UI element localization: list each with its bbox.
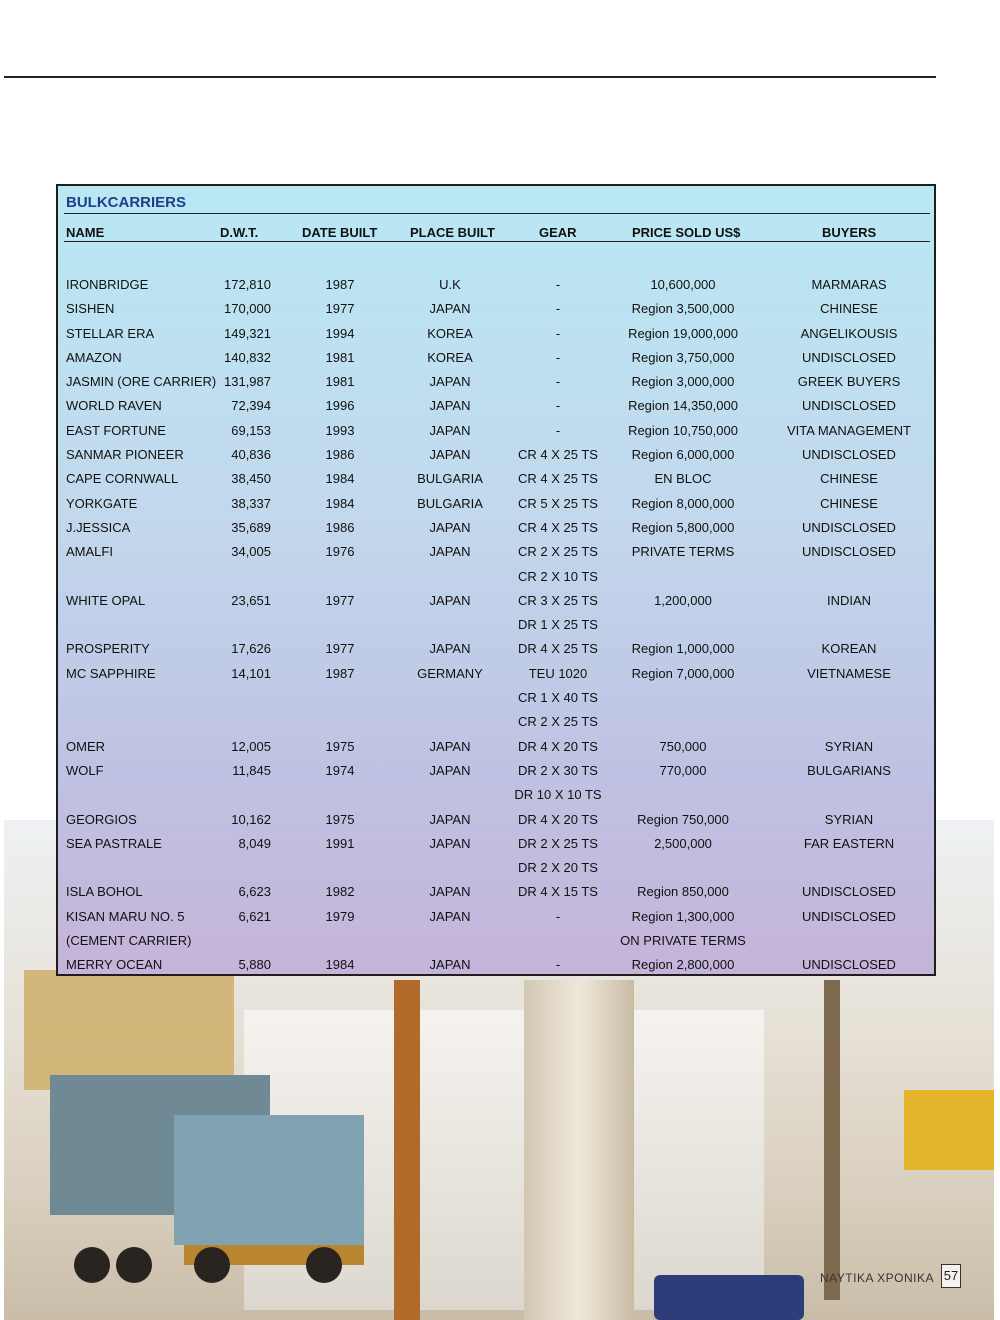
header-place-built: PLACE BUILT: [410, 225, 495, 240]
section-title: BULKCARRIERS: [66, 194, 186, 211]
cell-name: YORKGATE: [66, 495, 138, 511]
cell-gear: CR 2 X 10 TS: [518, 568, 598, 584]
cell-place: JAPAN: [429, 957, 471, 973]
table-row: [58, 323, 934, 347]
cell-price: 1,200,000: [654, 592, 712, 608]
truck-cab: [174, 1115, 364, 1245]
cell-gear: CR 4 X 25 TS: [518, 447, 598, 463]
cell-place: JAPAN: [429, 398, 471, 414]
cell-date: 1984: [325, 471, 355, 487]
cell-price: Region 7,000,000: [631, 665, 735, 681]
cell-gear: CR 1 X 40 TS: [518, 690, 598, 706]
cell-dwt: 72,394: [231, 398, 271, 414]
cell-date: 1979: [325, 908, 355, 924]
cell-date: 1986: [325, 519, 355, 535]
cell-buyer: UNDISCLOSED: [802, 908, 896, 924]
cell-place: JAPAN: [429, 884, 471, 900]
header-date-built: DATE BUILT: [302, 225, 378, 240]
cell-name: CAPE CORNWALL: [66, 471, 179, 487]
cell-name: MC SAPPHIRE: [66, 665, 156, 681]
table-row: [58, 420, 934, 444]
cell-place: U.K: [439, 277, 461, 292]
header-gear: GEAR: [539, 225, 577, 240]
cell-name: (CEMENT CARRIER): [66, 933, 192, 949]
cell-price: Region 850,000: [637, 884, 729, 900]
table-row: [58, 687, 934, 711]
cell-name: OMER: [66, 738, 105, 754]
cell-buyer: SYRIAN: [824, 811, 874, 827]
table-row: [58, 468, 934, 492]
cell-date: 1977: [325, 592, 355, 608]
cell-buyer: KOREAN: [821, 641, 877, 657]
cell-name: WORLD RAVEN: [66, 398, 162, 414]
header-dwt: D.W.T.: [220, 225, 259, 240]
table-row: [58, 541, 934, 565]
crane-mast: [394, 980, 420, 1320]
table-row: [58, 566, 934, 590]
cell-dwt: 11,845: [232, 762, 271, 778]
cell-name: STELLAR ERA: [66, 325, 155, 341]
cell-buyer: VIETNAMESE: [807, 665, 891, 681]
cell-dwt: 10,162: [231, 811, 271, 827]
table-row: [58, 614, 934, 638]
table-row: [58, 954, 934, 978]
cell-gear: -: [555, 422, 561, 438]
cell-buyer: UNDISCLOSED: [802, 884, 896, 900]
truck-wheel: [306, 1247, 342, 1283]
cell-price: Region 750,000: [637, 811, 729, 827]
cell-date: 1977: [325, 641, 355, 657]
table-row: [58, 347, 934, 371]
cell-buyer: VITA MANAGEMENT: [787, 422, 911, 438]
cell-gear: CR 5 X 25 TS: [518, 495, 598, 511]
cell-gear: -: [555, 325, 561, 341]
table-row: [58, 517, 934, 541]
cell-buyer: UNDISCLOSED: [802, 519, 896, 535]
cell-gear: CR 2 X 25 TS: [518, 714, 598, 730]
cell-name: MERRY OCEAN: [66, 957, 163, 973]
cell-price: Region 1,000,000: [631, 641, 735, 657]
cell-name: SANMAR PIONEER: [66, 447, 184, 463]
cell-dwt: 69,153: [231, 422, 271, 438]
cell-gear: -: [555, 277, 561, 292]
cell-gear: DR 4 X 20 TS: [518, 811, 598, 827]
table-row: [58, 371, 934, 395]
table-row: [58, 274, 934, 298]
cell-date: 1977: [325, 301, 355, 317]
cell-dwt: 140,832: [224, 349, 271, 365]
cell-date: 1993: [325, 422, 355, 438]
header-price: PRICE SOLD US$: [632, 225, 741, 240]
header-rule: [64, 241, 930, 242]
cell-date: 1975: [325, 811, 355, 827]
cell-date: 1984: [325, 957, 355, 973]
cell-price: Region 3,500,000: [631, 301, 735, 317]
cell-dwt: 40,836: [231, 447, 271, 463]
cell-price: 10,600,000: [650, 277, 716, 292]
cell-date: 1981: [325, 349, 355, 365]
cell-gear: DR 2 X 30 TS: [518, 762, 598, 778]
cell-name: J.JESSICA: [66, 519, 131, 535]
cell-place: GERMANY: [417, 665, 483, 681]
cell-price: 2,500,000: [654, 835, 712, 851]
cell-gear: -: [555, 374, 561, 390]
cell-gear: DR 4 X 15 TS: [518, 884, 598, 900]
silo: [524, 980, 634, 1320]
cell-price: Region 5,800,000: [631, 519, 735, 535]
table-row: [58, 493, 934, 517]
truck: [44, 1075, 364, 1285]
cell-price: 750,000: [659, 738, 707, 754]
table-row: [58, 784, 934, 808]
cell-buyer: ANGELIKOUSIS: [800, 325, 898, 341]
table-row: [58, 444, 934, 468]
header-buyers: BUYERS: [822, 225, 877, 240]
bulkcarriers-table: [56, 184, 936, 976]
table-row: [58, 298, 934, 322]
cell-price: Region 3,750,000: [631, 349, 735, 365]
cell-date: 1996: [325, 398, 355, 414]
cell-name: WHITE OPAL: [66, 592, 146, 608]
cell-dwt: 38,337: [231, 495, 271, 511]
cell-buyer: INDIAN: [826, 592, 872, 608]
table-row: [58, 857, 934, 881]
cell-dwt: 172,810: [224, 277, 271, 292]
table-row: [58, 809, 934, 833]
cell-buyer: UNDISCLOSED: [802, 447, 896, 463]
cell-name: EAST FORTUNE: [66, 422, 166, 438]
cell-price: PRIVATE TERMS: [631, 544, 735, 560]
cell-place: JAPAN: [429, 908, 471, 924]
cell-price: Region 14,350,000: [628, 398, 738, 414]
cell-name: WOLF: [66, 762, 104, 778]
cell-place: KOREA: [427, 349, 473, 365]
cell-date: 1975: [325, 738, 355, 754]
cell-buyer: MARMARAS: [811, 277, 887, 292]
table-row: [58, 833, 934, 857]
cell-buyer: GREEK BUYERS: [797, 374, 901, 390]
cell-buyer: CHINESE: [820, 495, 878, 511]
cell-date: 1974: [325, 762, 355, 778]
truck-wheel: [74, 1247, 110, 1283]
table-row: [58, 930, 934, 954]
cell-gear: -: [555, 957, 561, 973]
table-row: [58, 711, 934, 735]
cell-price: Region 8,000,000: [631, 495, 735, 511]
table-row: [58, 638, 934, 662]
cell-place: JAPAN: [429, 762, 471, 778]
cell-place: JAPAN: [429, 422, 471, 438]
cell-price: ON PRIVATE TERMS: [620, 933, 746, 949]
cell-price: Region 6,000,000: [631, 447, 735, 463]
cell-buyer: CHINESE: [820, 471, 878, 487]
cell-name: SISHEN: [66, 301, 115, 317]
cell-place: KOREA: [427, 325, 473, 341]
cell-place: JAPAN: [429, 544, 471, 560]
cell-price: Region 10,750,000: [628, 422, 738, 438]
cell-buyer: UNDISCLOSED: [802, 544, 896, 560]
cell-price: 770,000: [659, 762, 707, 778]
cell-gear: -: [555, 349, 561, 365]
cell-buyer: SYRIAN: [824, 738, 874, 754]
cell-gear: CR 3 X 25 TS: [518, 592, 598, 608]
cell-buyer: BULGARIANS: [807, 762, 891, 778]
cell-place: BULGARIA: [417, 471, 483, 487]
cell-price: EN BLOC: [654, 471, 712, 487]
table-row: [58, 881, 934, 905]
cell-gear: CR 2 X 25 TS: [518, 544, 598, 560]
cell-place: JAPAN: [429, 519, 471, 535]
cell-date: 1984: [325, 495, 355, 511]
cell-dwt: 12,005: [231, 738, 271, 754]
cell-dwt: 38,450: [231, 471, 271, 487]
table-row: [58, 906, 934, 930]
cell-gear: DR 1 X 25 TS: [518, 617, 598, 633]
cell-place: BULGARIA: [417, 495, 483, 511]
cell-date: 1982: [325, 884, 355, 900]
cell-buyer: UNDISCLOSED: [802, 398, 896, 414]
cell-name: SEA PASTRALE: [66, 835, 162, 851]
cell-dwt: 149,321: [224, 325, 271, 341]
cell-buyer: UNDISCLOSED: [802, 349, 896, 365]
cell-dwt: 35,689: [231, 519, 271, 535]
cell-date: 1994: [325, 325, 355, 341]
cell-price: Region 2,800,000: [631, 957, 735, 973]
cell-name: KISAN MARU NO. 5: [66, 908, 185, 924]
cell-dwt: 17,626: [231, 641, 271, 657]
cell-name: PROSPERITY: [66, 641, 150, 657]
publication-name: ΝΑΥΤΙΚΑ ΧΡΟΝΙΚΑ: [820, 1271, 934, 1285]
cell-dwt: 5,880: [238, 957, 271, 973]
cell-gear: -: [555, 908, 561, 924]
title-rule: [64, 213, 930, 214]
cell-date: 1976: [325, 544, 355, 560]
cell-buyer: CHINESE: [820, 301, 878, 317]
cell-place: JAPAN: [429, 374, 471, 390]
cell-place: JAPAN: [429, 811, 471, 827]
cell-date: 1987: [325, 665, 355, 681]
cell-gear: DR 2 X 25 TS: [518, 835, 598, 851]
cell-dwt: 14,101: [231, 665, 271, 681]
cell-name: GEORGIOS: [66, 811, 137, 827]
cell-name: ISLA BOHOL: [66, 884, 143, 900]
cell-dwt: 34,005: [231, 544, 271, 560]
cell-dwt: 131,987: [224, 374, 271, 390]
cell-gear: -: [555, 301, 561, 317]
truck-wheel: [116, 1247, 152, 1283]
cell-gear: TEU 1020: [528, 665, 588, 681]
table-row: [58, 395, 934, 419]
barrels: [654, 1275, 804, 1320]
cell-place: JAPAN: [429, 835, 471, 851]
cell-gear: -: [555, 398, 561, 414]
cell-place: JAPAN: [429, 301, 471, 317]
table-body: [58, 274, 934, 979]
cell-date: 1991: [325, 835, 355, 851]
cell-name: AMALFI: [66, 544, 113, 560]
cell-gear: CR 4 X 25 TS: [518, 471, 598, 487]
gantry-crane: [24, 970, 234, 1090]
cell-buyer: FAR EASTERN: [803, 835, 895, 851]
cell-gear: CR 4 X 25 TS: [518, 519, 598, 535]
cell-date: 1986: [325, 447, 355, 463]
cell-price: Region 19,000,000: [628, 325, 738, 341]
cell-price: Region 3,000,000: [631, 374, 735, 390]
cell-gear: DR 2 X 20 TS: [518, 860, 598, 876]
table-row: [58, 663, 934, 687]
cell-gear: DR 4 X 20 TS: [518, 738, 598, 754]
cell-date: 1987: [325, 277, 355, 292]
cell-name: IRONBRIDGE: [66, 277, 149, 292]
cell-price: Region 1,300,000: [631, 908, 735, 924]
cell-place: JAPAN: [429, 738, 471, 754]
forklift: [904, 1090, 994, 1170]
table-row: [58, 760, 934, 784]
cell-dwt: 23,651: [231, 592, 271, 608]
truck-wheel: [194, 1247, 230, 1283]
cell-place: JAPAN: [429, 641, 471, 657]
header-name: NAME: [66, 225, 105, 240]
cell-buyer: UNDISCLOSED: [802, 957, 896, 973]
cell-dwt: 6,621: [238, 908, 271, 924]
cell-dwt: 6,623: [238, 884, 271, 900]
cell-gear: DR 10 X 10 TS: [514, 787, 602, 803]
table-row: [58, 590, 934, 614]
cell-place: JAPAN: [429, 447, 471, 463]
cell-date: 1981: [325, 374, 355, 390]
cell-name: JASMIN (ORE CARRIER): [66, 374, 217, 390]
page-number: 57: [941, 1264, 961, 1288]
cell-dwt: 8,049: [238, 835, 271, 851]
table-row: [58, 736, 934, 760]
cell-name: AMAZON: [66, 349, 122, 365]
cell-gear: DR 4 X 25 TS: [518, 641, 598, 657]
cell-place: JAPAN: [429, 592, 471, 608]
cell-dwt: 170,000: [224, 301, 271, 317]
top-rule: [4, 76, 936, 78]
stair-tower: [824, 980, 840, 1300]
